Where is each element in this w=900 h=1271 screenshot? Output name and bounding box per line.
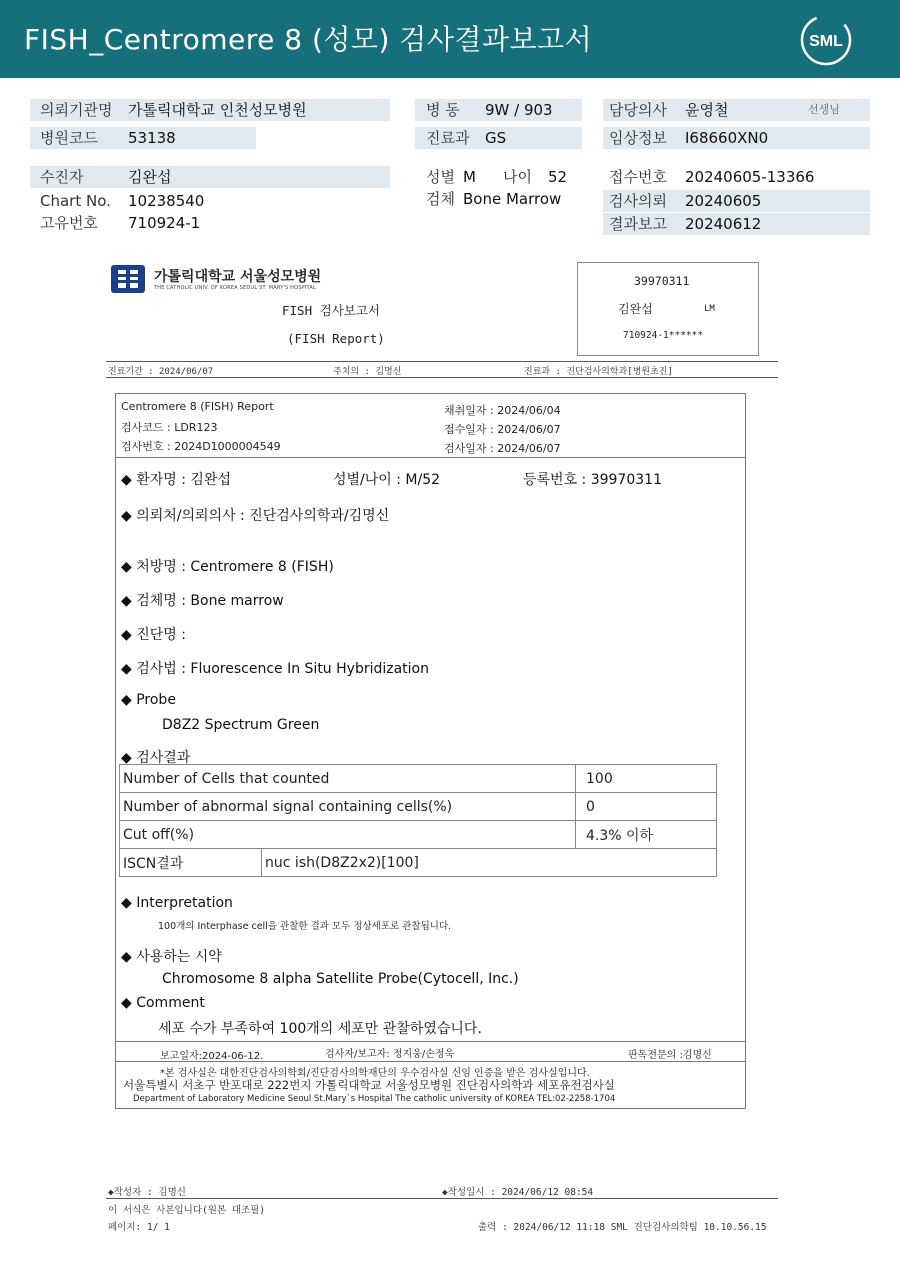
copy-note: 이 서식은 사본입니다(원본 대조필) <box>108 1205 266 1216</box>
chart-row <box>30 190 390 212</box>
request-label: 검사의뢰 <box>609 192 667 210</box>
uid-row <box>30 212 390 234</box>
hospital-code-value: 53138 <box>128 129 176 147</box>
write-date: ◆작성일시 : 2024/06/12 08:54 <box>442 1187 594 1198</box>
uid-label: 고유번호 <box>40 214 98 232</box>
request-row <box>603 190 870 212</box>
cert-line: *본 검사실은 대한진단검사의학회/진단검사의학재단의 우수검사실 신임 인증을 받은 검사실입니다. <box>160 1068 590 1079</box>
sml-logo-icon <box>800 14 852 66</box>
dept-label: 진료과 <box>426 129 470 147</box>
divider <box>115 1041 746 1042</box>
report-date-row <box>603 213 870 235</box>
sex-value: M <box>463 168 476 186</box>
page-number: 페이지: 1/ 1 <box>108 1222 170 1233</box>
divider <box>115 1061 746 1062</box>
visit-dept: 진료과 : 진단검사의학과[병원초진] <box>524 367 673 377</box>
visit-doctor: 주치의 : 김명신 <box>333 367 402 377</box>
sex-label: 성별 <box>426 168 455 186</box>
specimen-line: ◆ 검체명 : Bone marrow <box>121 590 284 610</box>
divider <box>115 457 746 458</box>
chart-value: 10238540 <box>128 192 205 210</box>
report-title: FISH 검사보고서 <box>282 303 381 318</box>
page-title: FISH_Centromere 8 (성모) 검사결과보고서 <box>24 23 593 56</box>
age-label: 나이 <box>503 168 532 186</box>
table-row <box>120 793 717 821</box>
report-header <box>0 0 900 78</box>
id-number: 39970311 <box>634 274 690 288</box>
doctor-value: 윤영철 <box>685 101 729 119</box>
ward-row <box>415 99 582 121</box>
iscn-label: ISCN결과 <box>120 849 262 877</box>
specimen-value: Bone Marrow <box>463 190 562 208</box>
institution-label: 의뢰기관명 <box>40 101 113 119</box>
clinical-row <box>603 127 870 149</box>
table-cell: Cut off(%) <box>120 821 576 849</box>
print-line: 출력 : 2024/06/12 11:18 SML 진단검사의학팀 10.10.56.15 <box>478 1222 767 1233</box>
interpretation-text: 100개의 Interphase cell을 관찰한 결과 모두 정상세포로 관찰됩니다. <box>158 921 452 932</box>
method-line: ◆ 검사법 : Fluorescence In Situ Hybridization <box>121 658 429 678</box>
dept-value: GS <box>485 129 507 147</box>
patient-name-line: ◆ 환자명 : 김완섭 <box>121 469 231 489</box>
report-name: Centromere 8 (FISH) Report <box>121 400 274 413</box>
patient-reg-line: 등록번호 : 39970311 <box>523 472 662 488</box>
clinical-label: 임상정보 <box>609 129 667 147</box>
reader: 판독전문의 :김명신 <box>628 1050 712 1061</box>
hospital-name: 가톨릭대학교 서울성모병원 <box>154 269 322 285</box>
receipt-value: 20240605-13366 <box>685 168 815 186</box>
svg-text:SML: SML <box>809 33 843 50</box>
id-name: 김완섭 <box>618 302 653 316</box>
address-line: 서울특별시 서초구 반포대로 222번지 가톨릭대학교 서울성모병원 진단검사의학과 세포유전검사실 <box>123 1078 615 1092</box>
specimen-label: 검체 <box>426 190 455 208</box>
table-cell: Number of Cells that counted <box>120 765 576 793</box>
comment-label: ◆ Comment <box>121 995 205 1011</box>
table-row <box>120 849 717 877</box>
result-table <box>119 764 717 877</box>
hospital-subtitle: THE CATHOLIC UNIV. OF KOREA SEOUL ST. MARY'S HOSPITAL <box>154 285 317 291</box>
table-row <box>120 765 717 793</box>
doctor-row <box>603 99 870 121</box>
hospital-logo-icon <box>110 264 146 294</box>
dept-row <box>415 127 582 149</box>
prescription-line: ◆ 처방명 : Centromere 8 (FISH) <box>121 556 334 576</box>
test-code: 검사코드 : LDR123 <box>121 421 218 434</box>
report-frame <box>115 393 746 1109</box>
report-subtitle: (FISH Report) <box>287 331 385 346</box>
divider <box>106 1198 778 1199</box>
exam-date: 검사일자 : 2024/06/07 <box>444 442 561 455</box>
interpretation-label: ◆ Interpretation <box>121 895 233 911</box>
writer: ◆작성자 : 김명신 <box>108 1187 186 1198</box>
hospital-code-row <box>30 127 256 149</box>
institution-row <box>30 99 390 121</box>
report-date-label: 결과보고 <box>609 215 667 233</box>
id-rrn: 710924-1****** <box>623 330 704 341</box>
requester-line: ◆ 의뢰처/의뢰의사 : 진단검사의학과/김명신 <box>121 505 389 525</box>
doctor-label: 담당의사 <box>609 101 667 119</box>
patient-id-box <box>577 262 759 356</box>
uid-value: 710924-1 <box>128 214 201 232</box>
patient-value: 김완섭 <box>128 168 172 186</box>
diagnosis-line: ◆ 진단명 : <box>121 624 186 644</box>
dept-line: Department of Laboratory Medicine Seoul St.Mary`s Hospital The catholic university of KOREA TEL:02-2258-1704 <box>133 1094 616 1104</box>
report-date-value: 20240612 <box>685 215 762 233</box>
receive-date: 접수일자 : 2024/06/07 <box>444 423 561 436</box>
table-cell: Number of abnormal signal containing cells(%) <box>120 793 576 821</box>
reagent-label: ◆ 사용하는 시약 <box>121 946 222 966</box>
ward-label: 병 동 <box>426 101 460 119</box>
age-value: 52 <box>548 168 568 186</box>
test-number: 검사번호 : 2024D1000004549 <box>121 440 281 453</box>
collect-date: 채취일자 : 2024/06/04 <box>444 404 561 417</box>
reagent-text: Chromosome 8 alpha Satellite Probe(Cytocell, Inc.) <box>162 971 519 987</box>
table-cell: 100 <box>576 765 717 793</box>
request-value: 20240605 <box>685 192 762 210</box>
divider <box>106 361 778 362</box>
iscn-value: nuc ish(D8Z2x2)[100] <box>262 849 717 877</box>
ward-value: 9W / 903 <box>485 101 553 119</box>
examiner: 검사자/보고자: 정지웅/손정욱 <box>325 1049 455 1060</box>
patient-row <box>30 166 390 188</box>
clinical-value: I68660XN0 <box>685 129 769 147</box>
table-row <box>120 821 717 849</box>
visit-date: 진료기간 : 2024/06/07 <box>108 367 214 377</box>
chart-label: Chart No. <box>40 192 111 210</box>
patient-label: 수진자 <box>40 168 84 186</box>
result-label: ◆ 검사결과 <box>121 747 190 767</box>
probe-label: ◆ Probe <box>121 692 176 708</box>
id-code: LM <box>704 304 715 314</box>
sex-age-row <box>415 166 595 188</box>
hospital-code-label: 병원코드 <box>40 129 98 147</box>
comment-text: 세포 수가 부족하여 100개의 세포만 관찰하였습니다. <box>158 1021 482 1037</box>
table-cell: 0 <box>576 793 717 821</box>
report-date: 보고일자:2024-06-12. <box>160 1051 264 1062</box>
divider <box>106 377 778 378</box>
specimen-row <box>415 188 595 210</box>
patient-sex-age-line: 성별/나이 : M/52 <box>333 472 441 488</box>
table-cell: 4.3% 이하 <box>576 821 717 849</box>
doctor-suffix: 선생님 <box>808 103 840 116</box>
institution-value: 가톨릭대학교 인천성모병원 <box>128 101 307 119</box>
receipt-label: 접수번호 <box>609 168 667 186</box>
probe-value: D8Z2 Spectrum Green <box>162 717 320 733</box>
receipt-row <box>603 166 870 188</box>
